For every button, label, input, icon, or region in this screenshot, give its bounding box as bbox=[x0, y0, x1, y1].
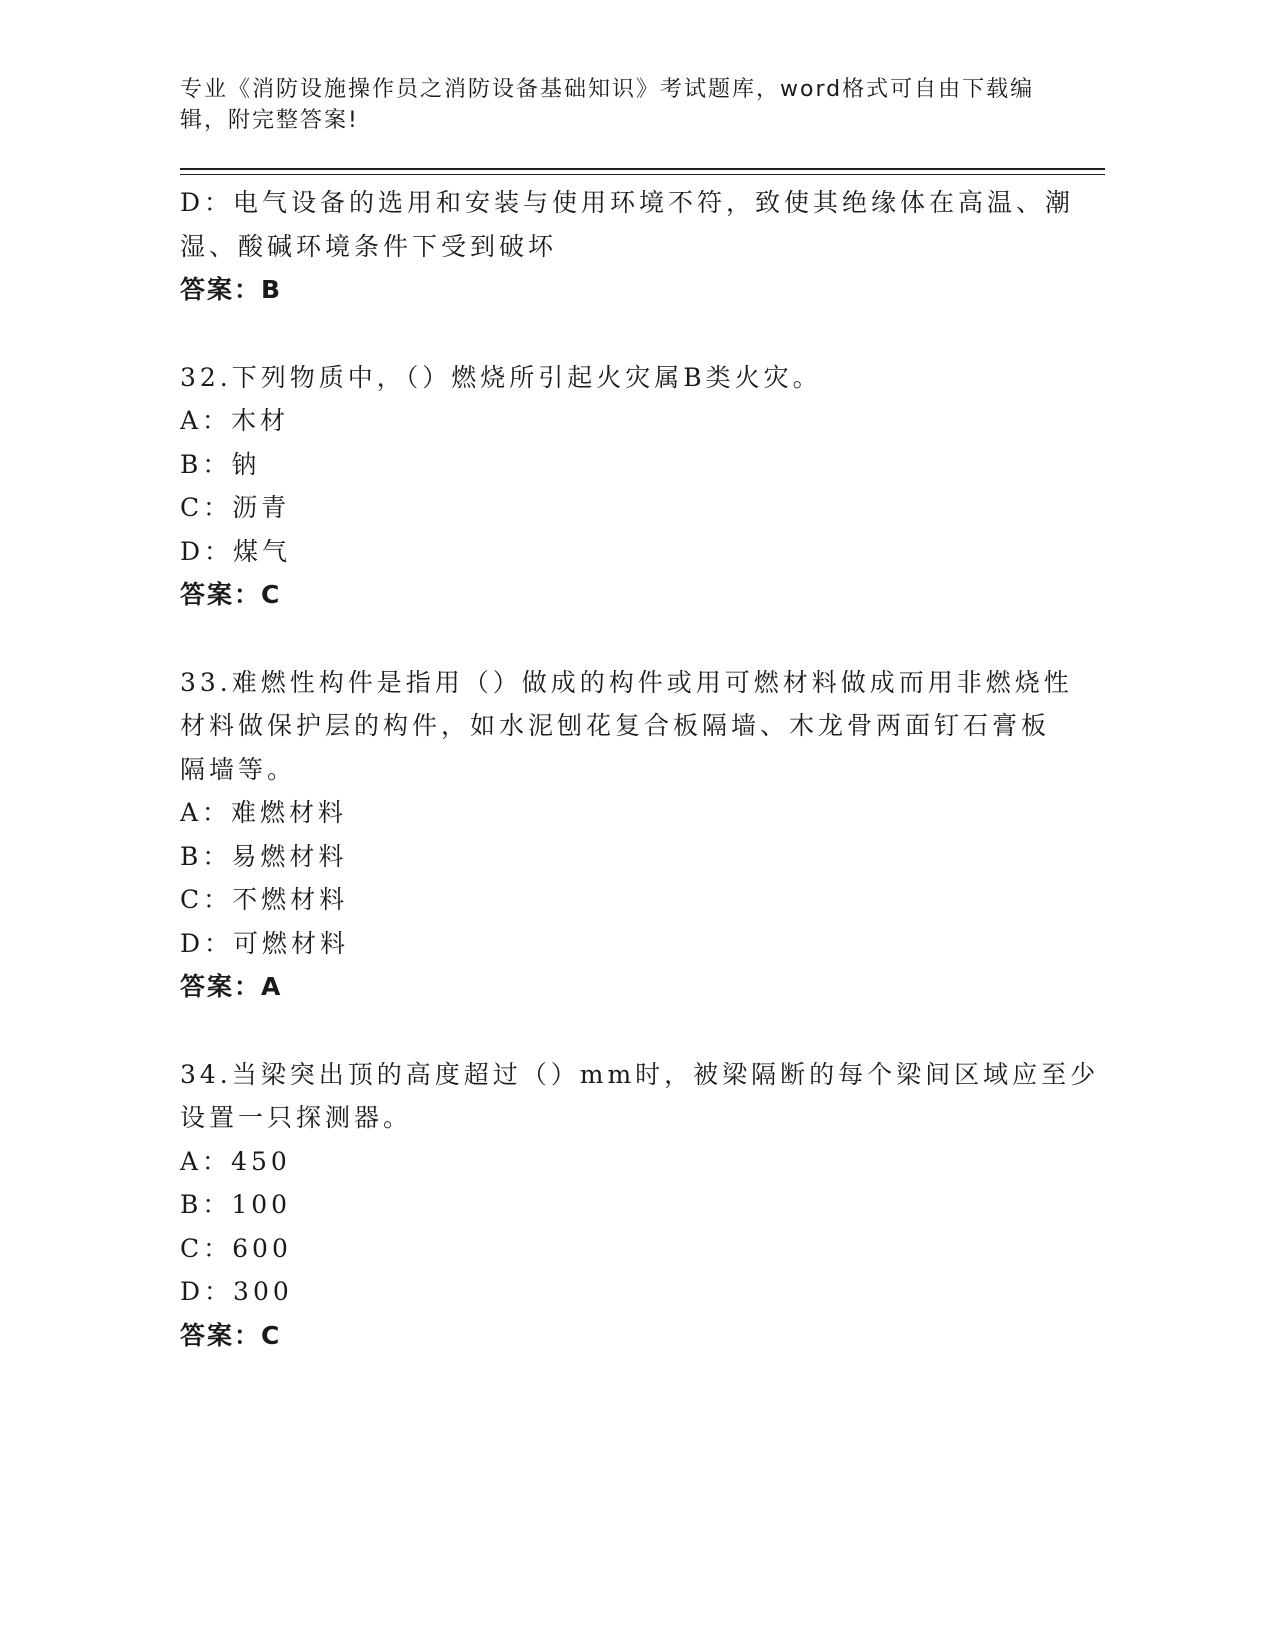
question-33 bbox=[180, 661, 1080, 1009]
answer-line: 答案：C bbox=[180, 1320, 282, 1350]
previous-question-tail bbox=[180, 181, 1080, 312]
option-a: A：难燃材料 bbox=[180, 798, 348, 827]
option-d: D：300 bbox=[180, 1277, 293, 1306]
question-32 bbox=[180, 356, 1080, 617]
header-line-1: 专业《消防设施操作员之消防设备基础知识》考试题库，word格式可自由下载编 bbox=[180, 77, 1035, 102]
question-stem-line-3: 隔墙等。 bbox=[180, 754, 297, 784]
question-stem-line-1: 33.难燃性构件是指用（）做成的构件或用可燃材料做成而用非燃烧性 bbox=[180, 667, 1073, 697]
header-divider-thick bbox=[180, 168, 1105, 170]
spacer bbox=[180, 617, 1080, 661]
option-d-line-1: D：电气设备的选用和安装与使用环境不符，致使其绝缘体在高温、潮 bbox=[180, 188, 1075, 217]
option-d-line-2: 湿、酸碱环境条件下受到破坏 bbox=[180, 231, 558, 261]
question-stem-line-2: 设置一只探测器。 bbox=[180, 1103, 413, 1132]
spacer bbox=[180, 312, 1080, 356]
option-b: B：易燃材料 bbox=[180, 841, 348, 871]
question-34 bbox=[180, 1053, 1100, 1358]
header-line-2: 辑，附完整答案! bbox=[180, 108, 359, 133]
header-divider-thin bbox=[180, 174, 1105, 175]
page-header bbox=[180, 74, 1060, 136]
question-content bbox=[180, 181, 1100, 1357]
option-c: C：沥青 bbox=[180, 493, 291, 522]
option-b: B：钠 bbox=[180, 449, 261, 479]
option-a: A：木材 bbox=[180, 406, 290, 435]
answer-line: 答案：C bbox=[180, 580, 282, 609]
question-stem: 32.下列物质中，（）燃烧所引起火灾属B类火灾。 bbox=[180, 362, 822, 392]
question-stem-line-1: 34.当梁突出顶的高度超过（）mm时，被梁隔断的每个梁间区域应至少 bbox=[180, 1059, 1100, 1089]
spacer bbox=[180, 1009, 1080, 1053]
option-c: C：600 bbox=[180, 1233, 292, 1263]
option-d: D：可燃材料 bbox=[180, 928, 350, 958]
option-a: A：450 bbox=[180, 1146, 291, 1176]
answer-line: 答案：B bbox=[180, 275, 283, 304]
question-stem-line-2: 材料做保护层的构件，如水泥刨花复合板隔墙、木龙骨两面钉石膏板 bbox=[180, 711, 1051, 740]
answer-line: 答案：A bbox=[180, 972, 283, 1001]
option-b: B：100 bbox=[180, 1190, 292, 1219]
option-d: D：煤气 bbox=[180, 536, 292, 566]
option-c: C：不燃材料 bbox=[180, 885, 349, 914]
